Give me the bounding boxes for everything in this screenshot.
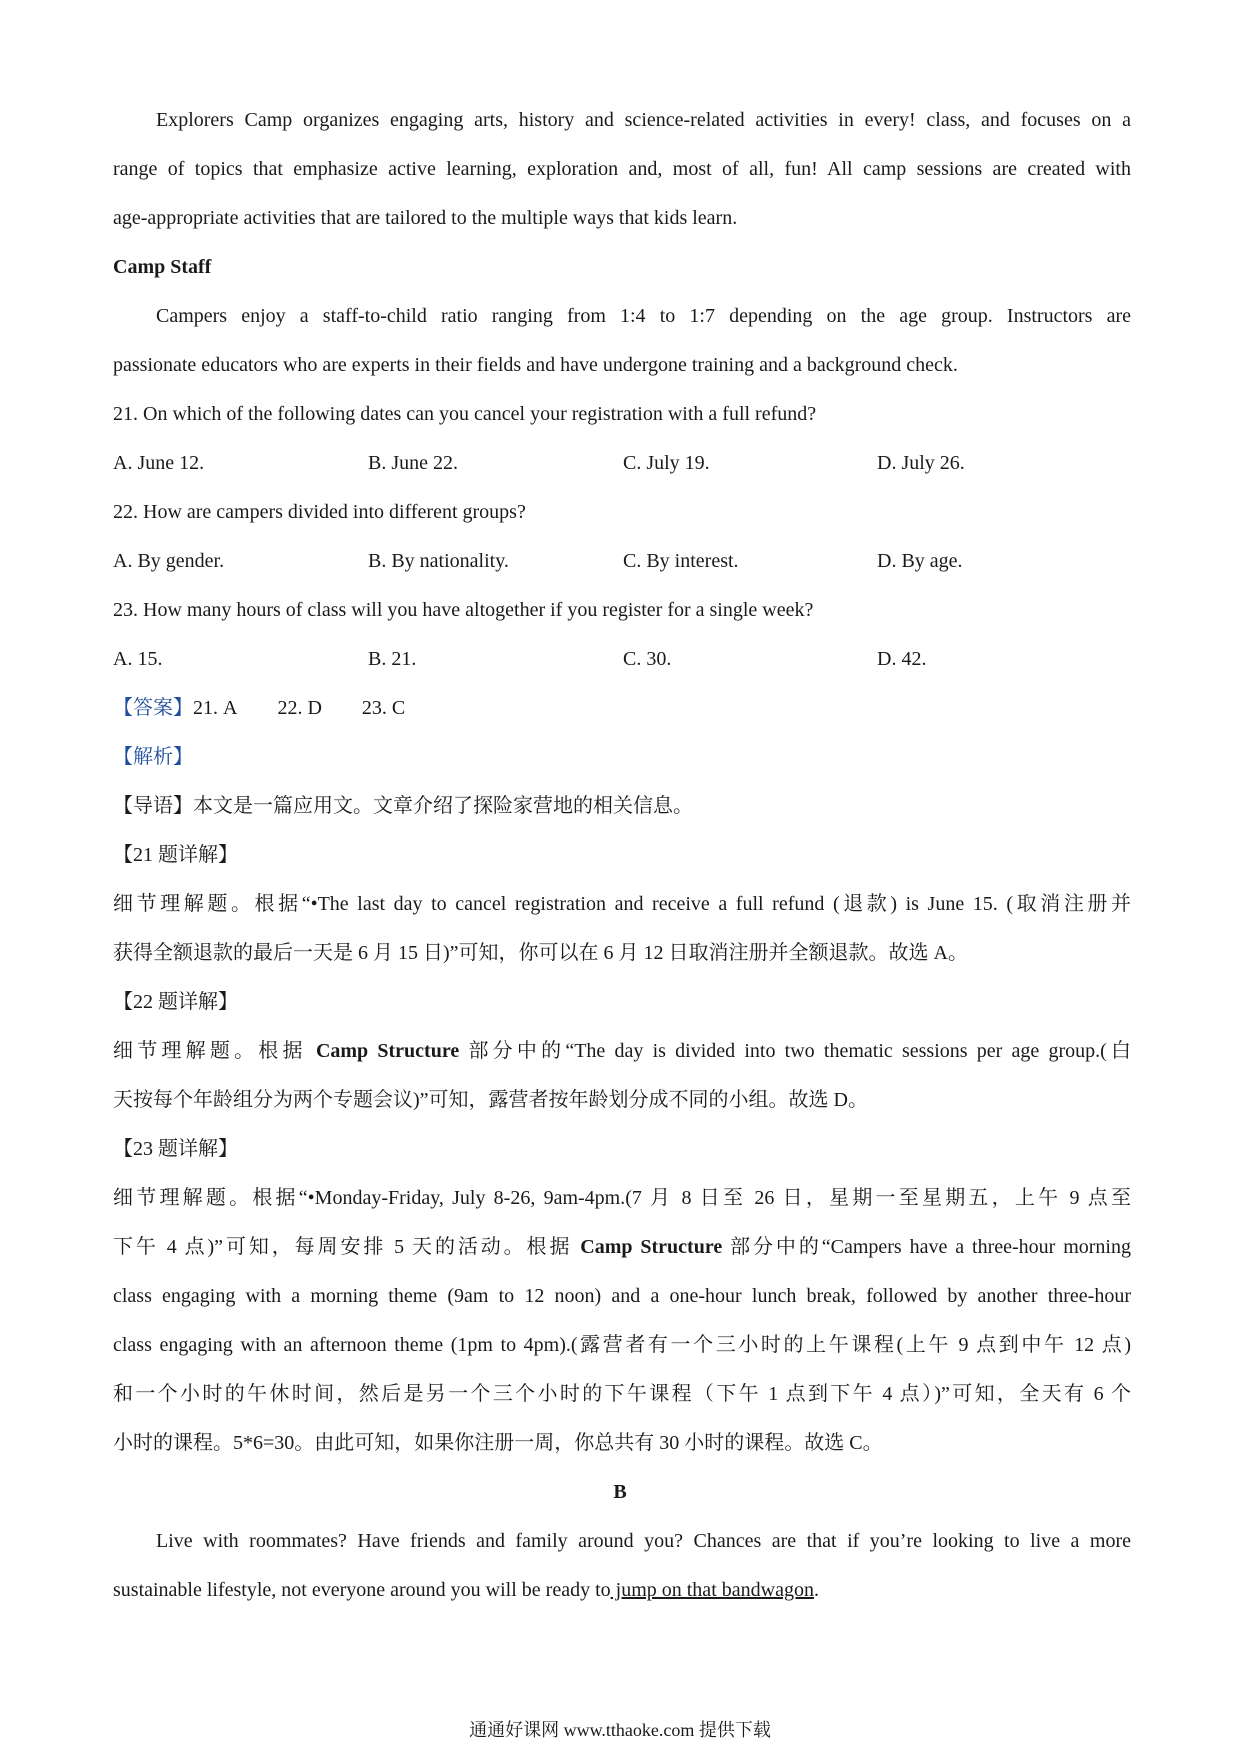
q22-detail-heading: 【22 题详解】: [113, 991, 238, 1013]
q23-detail-heading: 【23 题详解】: [113, 1138, 238, 1160]
q22-text-a: 细节理解题。根据: [113, 1040, 316, 1062]
question-21-option-c: C. July 19.: [623, 452, 710, 474]
question-23-option-d: D. 42.: [877, 648, 927, 670]
q23-text-a: 下午 4 点)”可知，每周安排 5 天的活动。根据: [113, 1236, 581, 1258]
page-footer: 通通好课网 www.tthaoke.com 提供下载: [469, 1720, 771, 1740]
q23-detail-line-2: [113, 1233, 1131, 1261]
underlined-phrase: jump on that bandwagon: [610, 1579, 814, 1601]
camp-structure-ref: Camp Structure: [580, 1236, 723, 1258]
question-22-option-b: B. By nationality.: [368, 550, 509, 572]
question-23-stem: 23. How many hours of class will you have altogether if you register for a single week?: [113, 599, 814, 621]
question-22-option-d: D. By age.: [877, 550, 963, 572]
q23-detail-line-5: 和一个小时的午休时间，然后是另一个三个小时的下午课程（下午 1 点到下午 4 点）)”可知，全天有 6 个: [113, 1383, 1131, 1405]
question-22-stem: 22. How are campers divided into different groups?: [113, 501, 526, 523]
intro-line-2: range of topics that emphasize active learning, exploration and, most of all, fun! All camp sessions are created with: [113, 158, 1131, 180]
answer-row: [113, 694, 405, 722]
q23-text-c: 部分中的“Campers have a three-hour morning: [722, 1236, 1131, 1258]
q23-detail-line-3: class engaging with a morning theme (9am to 12 noon) and a one-hour lunch break, followed by another three-hour: [113, 1285, 1131, 1307]
section-b-line-1: Live with roommates? Have friends and family around you? Chances are that if you’re looking to live a more: [156, 1530, 1131, 1552]
answer-21: 21. A: [193, 697, 238, 719]
camp-staff-line-2: passionate educators who are experts in their fields and have undergone training and a background check.: [113, 354, 958, 376]
q21-detail-line-2: 获得全额退款的最后一天是 6 月 15 日)”可知，你可以在 6 月 12 日取消注册并全额退款。故选 A。: [113, 942, 968, 964]
question-23-option-a: A. 15.: [113, 648, 163, 670]
q23-detail-line-4: class engaging with an afternoon theme (1pm to 4pm).(露营者有一个三小时的上午课程(上午 9 点到中午 12 点): [113, 1334, 1131, 1356]
q21-detail-line-1: 细节理解题。根据“•The last day to cancel registration and receive a full refund (退款) is June 15. (取消注册并: [113, 893, 1131, 915]
question-22-option-a: A. By gender.: [113, 550, 225, 572]
analysis-label: 【解析】: [113, 746, 193, 768]
q22-detail-line-1: [113, 1037, 1131, 1065]
q21-detail-heading: 【21 题详解】: [113, 844, 238, 866]
section-b-period: .: [813, 1579, 819, 1601]
q22-text-c: 部分中的“The day is divided into two thematic sessions per age group.(白: [459, 1040, 1131, 1062]
section-b-text: sustainable lifestyle, not everyone around you will be ready to: [113, 1579, 611, 1601]
answer-22: 22. D: [277, 697, 322, 719]
answer-label: 【答案】: [113, 697, 193, 719]
section-b-line-2: [113, 1576, 1131, 1604]
q23-detail-line-6: 小时的课程。5*6=30。由此可知，如果你注册一周，你总共有 30 小时的课程。故选 C。: [113, 1432, 883, 1454]
question-21-stem: 21. On which of the following dates can you cancel your registration with a full refund?: [113, 403, 817, 425]
question-23-option-c: C. 30.: [623, 648, 672, 670]
question-21-option-b: B. June 22.: [368, 452, 458, 474]
section-b-heading: B: [613, 1481, 627, 1503]
intro-line-1: Explorers Camp organizes engaging arts, history and science-related activities in every! class, and focuses on a: [156, 109, 1131, 131]
question-21-option-a: A. June 12.: [113, 452, 205, 474]
question-21-option-d: D. July 26.: [877, 452, 965, 474]
camp-staff-line-1: Campers enjoy a staff-to-child ratio ranging from 1:4 to 1:7 depending on the age group. Instructors are: [156, 305, 1131, 327]
q22-detail-line-2: 天按每个年龄组分为两个专题会议)”可知，露营者按年龄划分成不同的小组。故选 D。: [113, 1089, 868, 1111]
camp-staff-heading: Camp Staff: [113, 256, 212, 278]
question-23-option-b: B. 21.: [368, 648, 417, 670]
question-22-option-c: C. By interest.: [623, 550, 739, 572]
q23-detail-line-1: 细节理解题。根据“•Monday-Friday, July 8-26, 9am-4pm.(7 月 8 日至 26 日，星期一至星期五，上午 9 点至: [113, 1187, 1131, 1209]
answer-23: 23. C: [361, 697, 406, 719]
intro-line-3: age-appropriate activities that are tailored to the multiple ways that kids learn.: [113, 207, 738, 229]
camp-structure-ref: Camp Structure: [315, 1040, 460, 1062]
guide-text: 【导语】本文是一篇应用文。文章介绍了探险家营地的相关信息。: [113, 795, 693, 817]
